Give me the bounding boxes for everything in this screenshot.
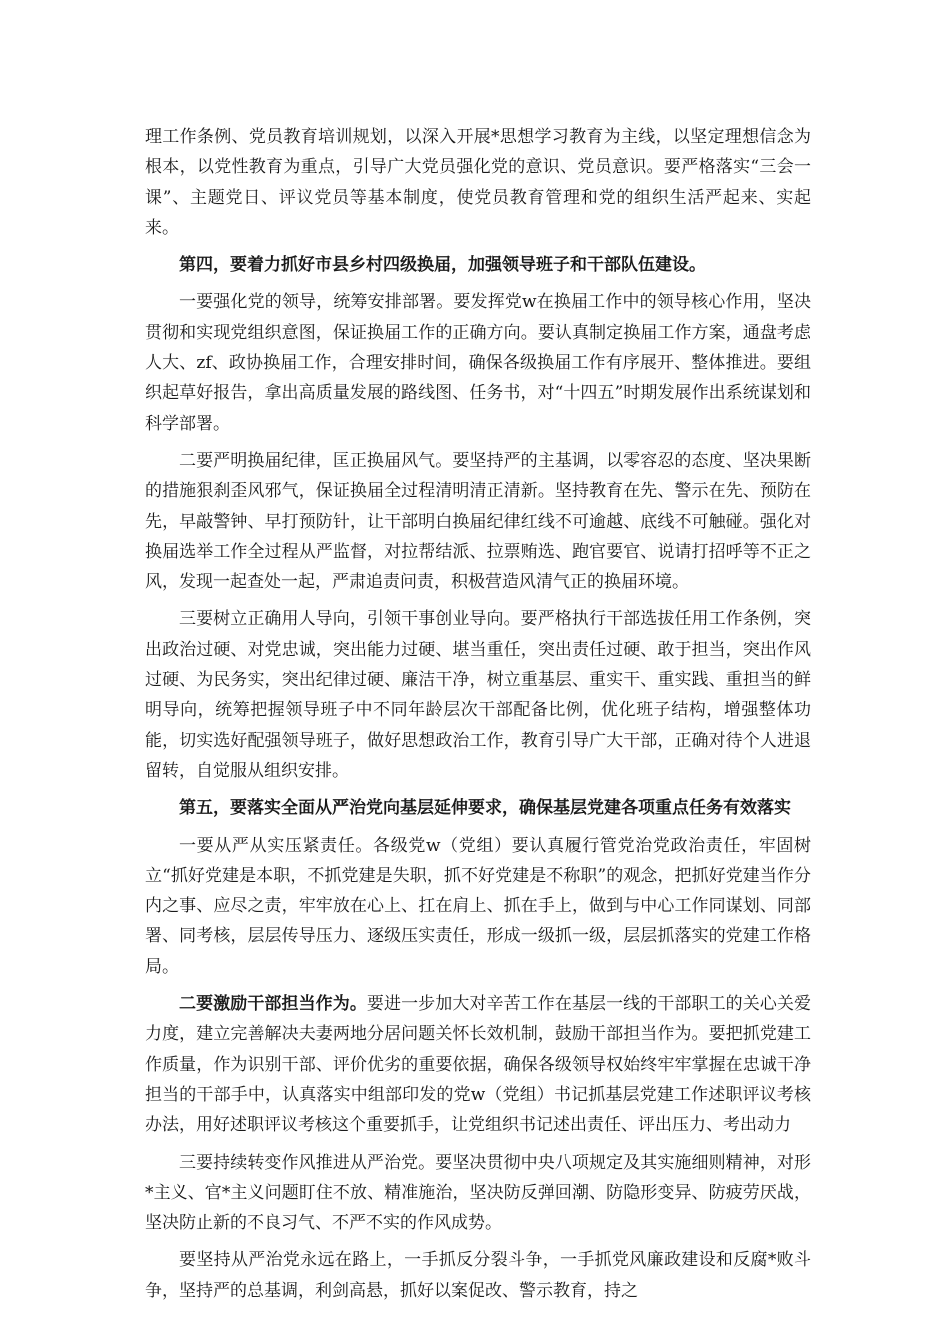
paragraph-strict-governance: 要坚持从严治党永远在路上，一手抓反分裂斗争，一手抓党风廉政建设和反腐*败斗争，坚持严的总基调，利剑高悬，抓好以案促改、警示教育，持之 bbox=[145, 1250, 811, 1301]
paragraph-work-style: 三要持续转变作风推进从严治党。要坚决贯彻中央八项规定及其实施细则精神，对形*主义、官*主义问题盯住不放、精准施治，坚决防反弹回潮、防隐形变异、防疲劳厌战，坚决防止新的不良习气、不严不实的作风成势。 bbox=[145, 1152, 811, 1234]
paragraph-lead-phrase: 二要激励干部担当作为。 bbox=[179, 994, 367, 1015]
paragraph-motivate-cadres bbox=[145, 989, 811, 1140]
document-body bbox=[145, 122, 811, 1313]
section-heading-fourth: 第四，要着力抓好市县乡村四级换届，加强领导班子和干部队伍建设。 bbox=[179, 255, 706, 276]
paragraph-election-discipline: 二要严明换届纪律，匡正换届风气。要坚持严的主基调，以零容忍的态度、坚决果断的措施狠刹歪风邪气，保证换届全过程清明清正清新。坚持教育在先、警示在先、预防在先，早敲警钟、早打预防针，让干部明白换届纪律红线不可逾越、底线不可触碰。强化对换届选举工作全过程从严监督，对拉帮结派、拉票贿选、跑官要官、说请打招呼等不正之风，发现一起查处一起，严肃追责问责，积极营造风清气正的换届环境。 bbox=[145, 450, 811, 593]
section-heading-fifth: 第五，要落实全面从严治党向基层延伸要求，确保基层党建各项重点任务有效落实 bbox=[179, 798, 791, 819]
paragraph-continued: 理工作条例、党员教育培训规划，以深入开展*思想学习教育为主线，以坚定理想信念为根本，以党性教育为重点，引导广大党员强化党的意识、党员意识。要严格落实“三会一课”、主题党日、评议党员等基本制度，使党员教育管理和党的组织生活严起来、实起来。 bbox=[145, 127, 811, 238]
paragraph-strengthen-leadership: 一要强化党的领导，统筹安排部署。要发挥党w在换届工作中的领导核心作用，坚决贯彻和实现党组织意图，保证换届工作的正确方向。要认真制定换届工作方案，通盘考虑人大、zf、政协换届工作，合理安排时间，确保各级换届工作有序展开、整体推进。要组织起草好报告，拿出高质量发展的路线图、任务书，对“十四五”时期发展作出系统谋划和科学部署。 bbox=[145, 292, 811, 434]
paragraph-personnel-orientation: 三要树立正确用人导向，引领干事创业导向。要严格执行干部选拔任用工作条例，突出政治过硬、对党忠诚，突出能力过硬、堪当重任，突出责任过硬、敢于担当，突出作风过硬、为民务实，突出纪律过硬、廉洁干净，树立重基层、重实干、重实践、重担当的鲜明导向，统筹把握领导班子中不同年龄层次干部配备比例，优化班子结构，增强整体功能，切实选好配强领导班子，做好思想政治工作，教育引导广大干部，正确对待个人进退留转，自觉服从组织安排。 bbox=[145, 609, 811, 781]
paragraph-press-responsibility: 一要从严从实压紧责任。各级党w（党组）要认真履行管党治党政治责任，牢固树立“抓好党建是本职，不抓党建是失职，抓不好党建是不称职”的观念，把抓好党建当作分内之事、应尽之责，牢牢放在心上、扛在肩上、抓在手上，做到与中心工作同谋划、同部署、同考核，层层传导压力、逐级压实责任，形成一级抓一级，层层抓落实的党建工作格局。 bbox=[145, 835, 811, 977]
paragraph-lead-body: 要进一步加大对辛苦工作在基层一线的干部职工的关心关爱力度，建立完善解决夫妻两地分居问题关怀长效机制，鼓励干部担当作为。要把抓党建工作质量，作为识别干部、评价优劣的重要依据，确保各级领导权始终牢牢掌握在忠诚干净担当的干部手中，认真落实中组部印发的党w（党组）书记抓基层党建工作述职评议考核办法，用好述职评议考核这个重要抓手，让党组织书记述出责任、评出压力、考出动力 bbox=[145, 994, 812, 1136]
